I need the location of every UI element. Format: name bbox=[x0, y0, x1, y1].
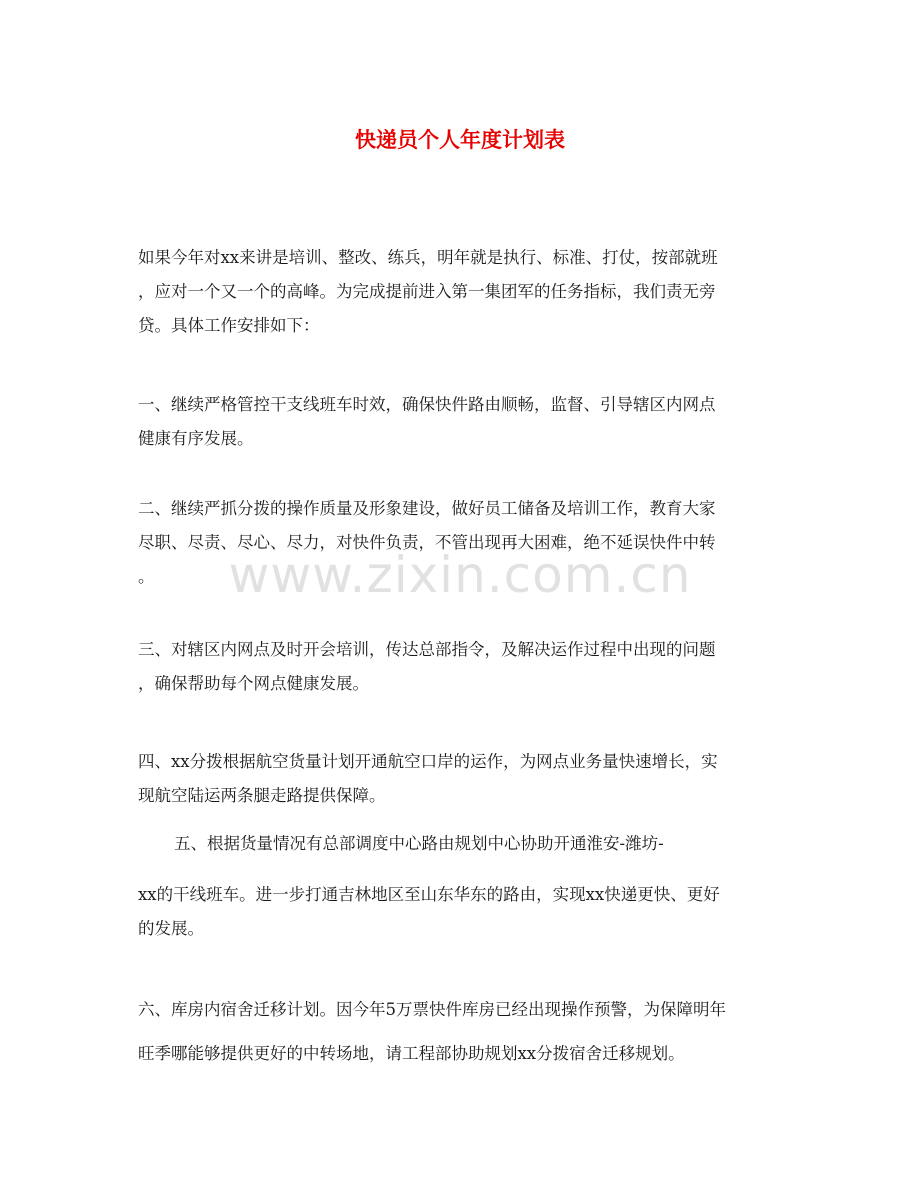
text-line: 。 bbox=[138, 567, 155, 586]
paragraph-intro bbox=[138, 241, 783, 343]
text-line: 一、继续严格管控干支线班车时效，确保快件路由顺畅，监督、引导辖区内网点 bbox=[138, 395, 716, 414]
text-line: 旺季哪能够提供更好的中转场地，请工程部协助规划xx分拨宿舍迁移规划。 bbox=[138, 1044, 685, 1063]
text-line: 如果今年对xx来讲是培训、整改、练兵，明年就是执行、标准、打仗，按部就班 bbox=[138, 248, 718, 267]
paragraph-item-4 bbox=[138, 745, 783, 813]
paragraph-item-1 bbox=[138, 388, 783, 456]
text-line: 三、对辖区内网点及时开会培训，传达总部指令，及解决运作过程中出现的问题 bbox=[138, 640, 716, 659]
text-line: 四、xx分拨根据航空货量计划开通航空口岸的运作，为网点业务量快速增长，实 bbox=[138, 752, 718, 771]
text-line: 五、根据货量情况有总部调度中心路由规划中心协助开通淮安-潍坊- bbox=[174, 834, 664, 853]
text-line: 尽职、尽责、尽心、尽力，对快件负责，不管出现再大困难，绝不延误快件中转 bbox=[138, 533, 716, 552]
text-line: 现航空陆运两条腿走路提供保障。 bbox=[138, 786, 386, 805]
paragraph-item-6-cont bbox=[138, 1037, 783, 1071]
text-line: ，确保帮助每个网点健康发展。 bbox=[138, 674, 369, 693]
paragraph-item-5 bbox=[174, 827, 819, 861]
text-line: 六、库房内宿舍迁移计划。因今年5万票快件库房已经出现操作预警，为保障明年 bbox=[138, 1000, 726, 1019]
text-line: 健康有序发展。 bbox=[138, 429, 254, 448]
document-title: 快递员个人年度计划表 bbox=[355, 128, 565, 152]
text-line: 的发展。 bbox=[138, 919, 204, 938]
paragraph-item-6 bbox=[138, 993, 783, 1027]
watermark: www.zixin.com.cn bbox=[228, 546, 692, 604]
text-line: 二、继续严抓分拨的操作质量及形象建设，做好员工储备及培训工作，教育大家 bbox=[138, 499, 716, 518]
paragraph-item-3 bbox=[138, 633, 783, 701]
text-line: xx的干线班车。进一步打通吉林地区至山东华东的路由，实现xx快递更快、更好 bbox=[138, 885, 720, 904]
text-line: 贷。具体工作安排如下： bbox=[138, 316, 320, 335]
text-line: ，应对一个又一个的高峰。为完成提前进入第一集团军的任务指标，我们责无旁 bbox=[138, 282, 716, 301]
paragraph-item-2 bbox=[138, 492, 783, 594]
paragraph-item-5-cont bbox=[138, 878, 783, 946]
